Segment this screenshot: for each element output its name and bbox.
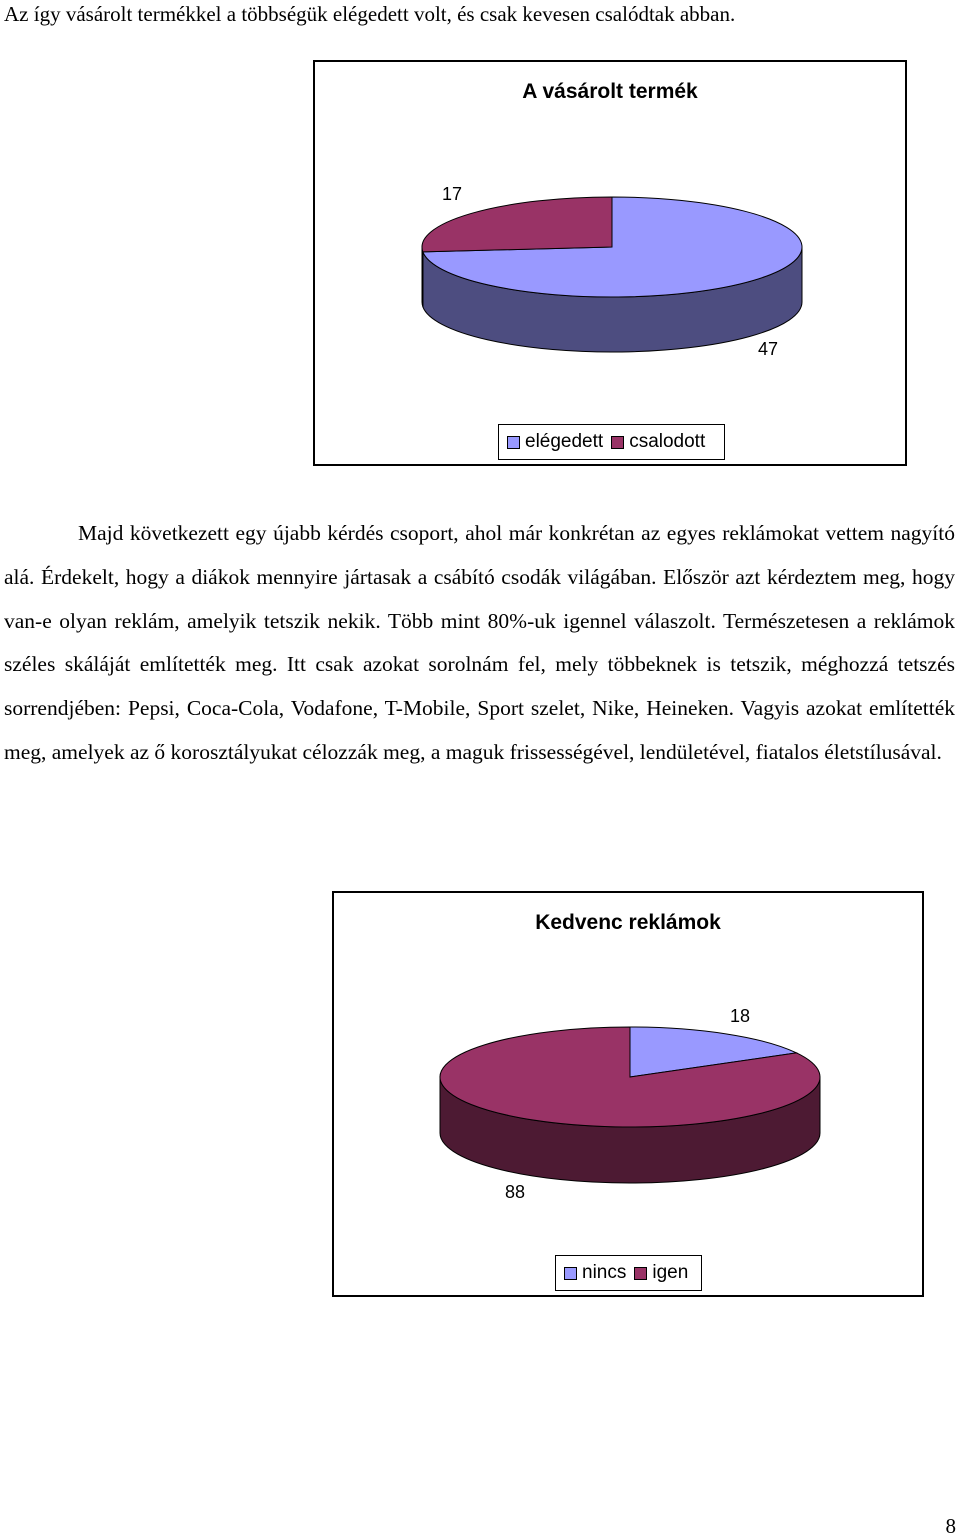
chart1-label-csalodott: 17 [442, 184, 463, 204]
swatch-blue-icon [507, 436, 520, 449]
chart2-legend [555, 1255, 702, 1291]
legend-label: nincs [582, 1262, 627, 1283]
legend-item-csalodott [611, 431, 705, 453]
legend-label: elégedett [525, 431, 604, 452]
swatch-maroon-icon [634, 1267, 647, 1280]
legend-label: igen [652, 1262, 689, 1283]
chart2-pie-svg [334, 893, 926, 1299]
chart1-pie-svg [315, 62, 909, 468]
body-paragraph: Majd következett egy újabb kérdés csoport, ahol már konkrétan az egyes reklámokat vettem nagyító alá. Érdekelt, hogy a diákok mennyire jártasak a csábító csodák világában. Először azt kérdeztem meg, hogy van-e olyan reklám, amelyik tetszik nekik. Több mint 80%-uk igennel válaszolt. Természetesen a reklámok széles skáláját említették meg. Itt csak azokat sorolnám fel, mely többeknek is tetszik, méghozzá tetszés sorrendjében: Pepsi, Coca-Cola, Vodafone, T-Mobile, Sport szelet, Nike, Heineken. Vagyis azokat említették meg, amelyek az ő korosztályukat célozzák meg, a maguk frissességével, lendületével, fiatalos életstílusával. [4, 521, 955, 764]
chart-purchased-product [313, 60, 907, 466]
legend-item-igen [634, 1262, 688, 1284]
pie-slice-csalodott-side [422, 247, 423, 307]
chart1-title: A vásárolt termék [522, 80, 698, 103]
legend-item-elegedett [507, 431, 603, 453]
legend-label: csalodott [629, 431, 706, 452]
chart2-label-nincs: 18 [730, 1006, 751, 1026]
chart-favorite-ads [332, 891, 924, 1297]
intro-text: Az így vásárolt termékkel a többségük elégedett volt, és csak kevesen csalódtak abban. [4, 2, 736, 26]
swatch-maroon-icon [611, 436, 624, 449]
pie-slice-csalodott [422, 197, 612, 252]
page-number: 8 [945, 1514, 956, 1538]
chart1-legend [498, 424, 725, 460]
chart2-title: Kedvenc reklámok [535, 911, 721, 934]
chart2-label-igen: 88 [505, 1182, 526, 1202]
swatch-blue-icon [564, 1267, 577, 1280]
chart1-label-elegedett: 47 [758, 339, 779, 359]
legend-item-nincs [564, 1262, 626, 1284]
